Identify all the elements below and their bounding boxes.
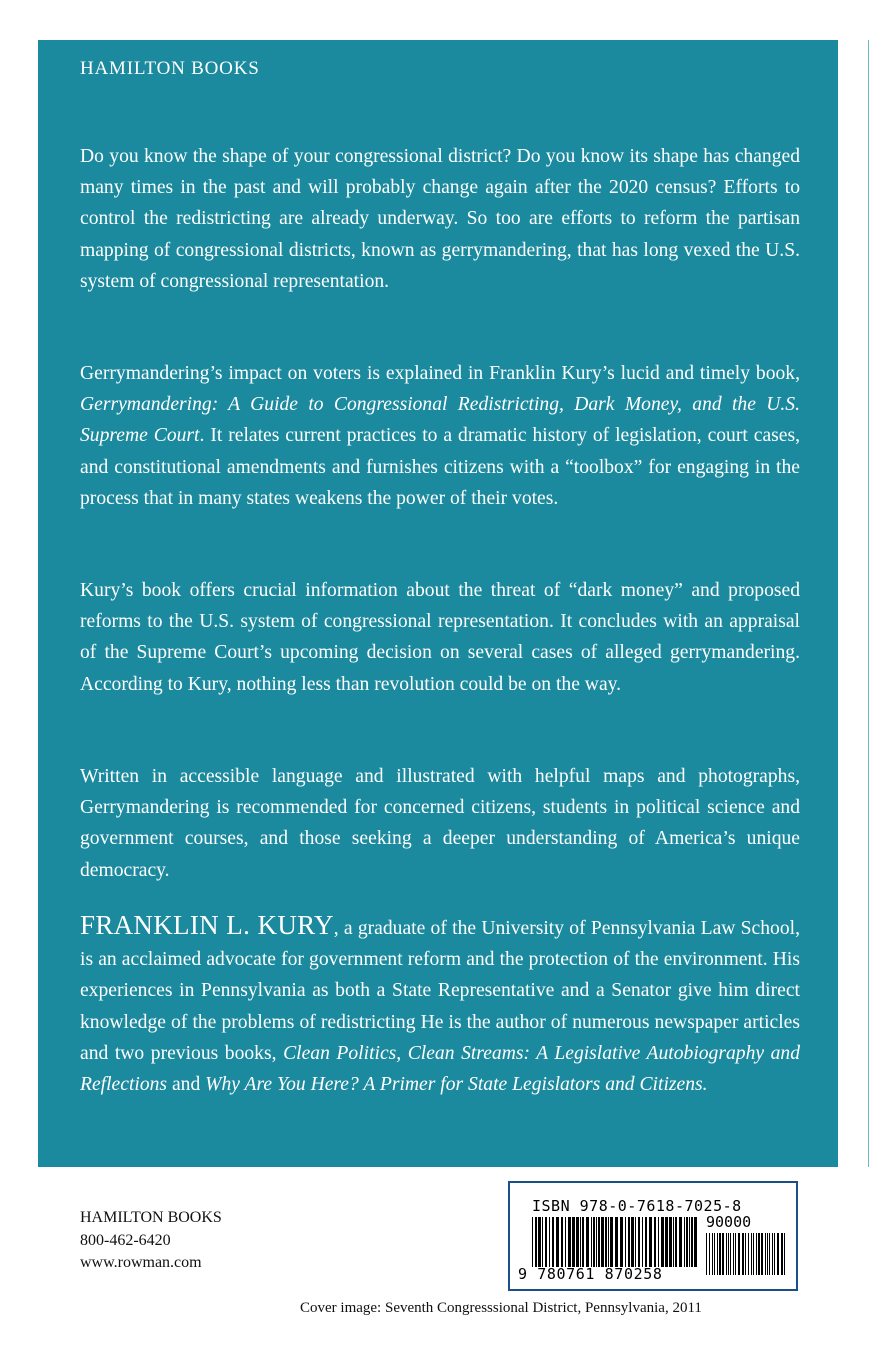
barcode-bar bbox=[719, 1233, 721, 1275]
barcode-bar bbox=[532, 1217, 533, 1267]
barcode-bar bbox=[691, 1217, 693, 1267]
barcode-bar bbox=[649, 1217, 652, 1267]
barcode-bar bbox=[642, 1217, 643, 1267]
barcode-bar bbox=[608, 1217, 609, 1267]
addon-barcode-bars bbox=[706, 1233, 788, 1275]
barcode-bar bbox=[675, 1217, 677, 1267]
previous-book-1: Clean Politics, Clean Streams: A Legislative Autobiography and Reflections bbox=[80, 1042, 801, 1096]
cover-image-credit: Cover image: Seventh Congresssional District, Pennsylvania, 2011 bbox=[300, 1300, 702, 1316]
barcode-bar bbox=[735, 1233, 736, 1275]
barcode-bar bbox=[765, 1233, 766, 1275]
barcode-bar bbox=[549, 1217, 550, 1267]
barcode-bar bbox=[669, 1217, 672, 1267]
description-paragraph-3: Kury’s book offers crucial information about the threat of “dark money” and proposed reforms to the U.S. system of congressional representation. It concludes with an appraisal of the Supreme Court’s upcoming decision on several cases of alleged gerrymandering. According to Kury, nothing less than revolution could be on the way. bbox=[80, 580, 800, 695]
barcode-bar bbox=[620, 1217, 623, 1267]
description-paragraph-4: Written in accessible language and illustrated with helpful maps and photographs, Gerrymandering is recommended for concerned citizens, students in political science and government courses, and those seeking a deeper understanding of America’s unique democracy. bbox=[80, 766, 800, 881]
barcode-bar bbox=[665, 1217, 668, 1267]
barcode-bar bbox=[638, 1217, 640, 1267]
barcode-bar bbox=[781, 1233, 783, 1275]
description-paragraph-2: Gerrymandering’s impact on voters is explained in Franklin Kury’s lucid and timely book, Gerrymandering: A Guide to Congressional Redistricting, Dark Money, and the U.S. Supreme Court. It relates current practices to a dramatic history of legislation, court cases, and constitutional amendments and furnishes citizens with a “toolbox” for engaging in the process that in many states weakens the power of their votes. bbox=[80, 363, 800, 509]
barcode-bar bbox=[645, 1217, 647, 1267]
barcode-bar bbox=[635, 1217, 636, 1267]
barcode-bar bbox=[538, 1217, 541, 1267]
barcode-bar bbox=[769, 1233, 770, 1275]
barcode-bar bbox=[694, 1217, 697, 1267]
barcode-bar bbox=[742, 1233, 744, 1275]
barcode-bar bbox=[598, 1217, 600, 1267]
previous-book-2: Why Are You Here? A Primer for State Legislators and Citizens. bbox=[205, 1074, 708, 1096]
barcode-bar bbox=[631, 1217, 634, 1267]
barcode-bar bbox=[686, 1217, 688, 1267]
author-name: FRANKLIN L. KURY bbox=[80, 910, 334, 940]
barcode-bar bbox=[758, 1233, 760, 1275]
barcode-bar bbox=[717, 1233, 718, 1275]
barcode-bar bbox=[706, 1233, 707, 1275]
author-bio: FRANKLIN L. KURY, a graduate of the University of Pennsylvania Law School, is an acclaimed advocate for government reform and the protection of the environment. His experiences in Pennsylvania as both a State Representative and a Senator give him direct knowledge of the problems of redistricting He is the author of numerous newspaper articles and two previous books, Clean Politics, Clean Streams: A Legislative Autobiography and Reflections and Why Are You Here? A Primer for State Legislators and Citizens. bbox=[80, 910, 801, 1096]
barcode-bar bbox=[582, 1217, 584, 1267]
barcode-bar bbox=[722, 1233, 724, 1275]
barcode-bar bbox=[572, 1217, 575, 1267]
barcode-bar bbox=[610, 1217, 613, 1267]
barcode-bar bbox=[679, 1217, 682, 1267]
isbn-barcode bbox=[508, 1181, 798, 1291]
barcode-bar bbox=[568, 1217, 571, 1267]
description-paragraph-1: Do you know the shape of your congressional district? Do you know its shape has changed many times in the past and will probably change again after the 2020 census? Efforts to control the redistricting are already underway. So too are efforts to reform the partisan mapping of congressional districts, known as gerrymandering, that has long vexed the U.S. system of congressional representation. bbox=[80, 146, 800, 292]
barcode-bar bbox=[545, 1217, 547, 1267]
barcode-bar bbox=[772, 1233, 773, 1275]
barcode-bar bbox=[556, 1217, 559, 1267]
publisher-contact bbox=[80, 1207, 222, 1275]
barcode-bar bbox=[576, 1217, 579, 1267]
barcode-bar bbox=[756, 1233, 757, 1275]
publisher-header: HAMILTON BOOKS bbox=[80, 58, 260, 79]
price-addon-label: 90000 bbox=[706, 1213, 752, 1231]
ean-digits: 9 780761 870258 bbox=[518, 1265, 663, 1283]
barcode-bar bbox=[661, 1217, 664, 1267]
barcode-bar bbox=[580, 1217, 581, 1267]
barcode-bar bbox=[745, 1233, 746, 1275]
barcode-bar bbox=[625, 1217, 626, 1267]
barcode-bar bbox=[709, 1233, 710, 1275]
barcode-bar bbox=[596, 1217, 597, 1267]
footer-website: www.rowman.com bbox=[80, 1254, 202, 1271]
barcode-bar bbox=[658, 1217, 659, 1267]
barcode-bar bbox=[684, 1217, 685, 1267]
barcode-bar bbox=[728, 1233, 729, 1275]
isbn-label: ISBN 978-0-7618-7025-8 bbox=[532, 1197, 742, 1215]
barcode-bar bbox=[767, 1233, 768, 1275]
footer-phone: 800-462-6420 bbox=[80, 1231, 171, 1249]
barcode-bar bbox=[591, 1217, 592, 1267]
barcode-bar bbox=[738, 1233, 740, 1275]
barcode-bar bbox=[601, 1217, 604, 1267]
barcode-bar bbox=[751, 1233, 752, 1275]
book-title: Gerrymandering: A Guide to Congressional Redistricting, Dark Money, and the U.S. Supreme Court bbox=[80, 394, 800, 447]
ean-barcode-bars bbox=[532, 1217, 700, 1267]
barcode-bar bbox=[565, 1217, 566, 1267]
barcode-bar bbox=[593, 1217, 595, 1267]
barcode-bar bbox=[673, 1217, 674, 1267]
barcode-bar bbox=[730, 1233, 731, 1275]
barcode-bar bbox=[761, 1233, 763, 1275]
barcode-bar bbox=[748, 1233, 749, 1275]
footer-publisher: HAMILTON BOOKS bbox=[80, 1209, 222, 1226]
barcode-bar bbox=[774, 1233, 775, 1275]
barcode-bar bbox=[726, 1233, 727, 1275]
barcode-bar bbox=[561, 1217, 563, 1267]
barcode-bar bbox=[615, 1217, 618, 1267]
barcode-bar bbox=[542, 1217, 543, 1267]
barcode-bar bbox=[552, 1217, 554, 1267]
barcode-bar bbox=[586, 1217, 589, 1267]
barcode-bar bbox=[535, 1217, 537, 1267]
barcode-bar bbox=[712, 1233, 713, 1275]
barcode-bar bbox=[784, 1233, 785, 1275]
back-cover-panel bbox=[38, 40, 838, 1167]
barcode-bar bbox=[753, 1233, 754, 1275]
barcode-bar bbox=[689, 1217, 690, 1267]
barcode-bar bbox=[733, 1233, 734, 1275]
barcode-bar bbox=[714, 1233, 715, 1275]
barcode-bar bbox=[628, 1217, 630, 1267]
barcode-bar bbox=[605, 1217, 607, 1267]
page-edge-line bbox=[868, 40, 869, 1167]
barcode-bar bbox=[654, 1217, 656, 1267]
barcode-bar bbox=[777, 1233, 779, 1275]
